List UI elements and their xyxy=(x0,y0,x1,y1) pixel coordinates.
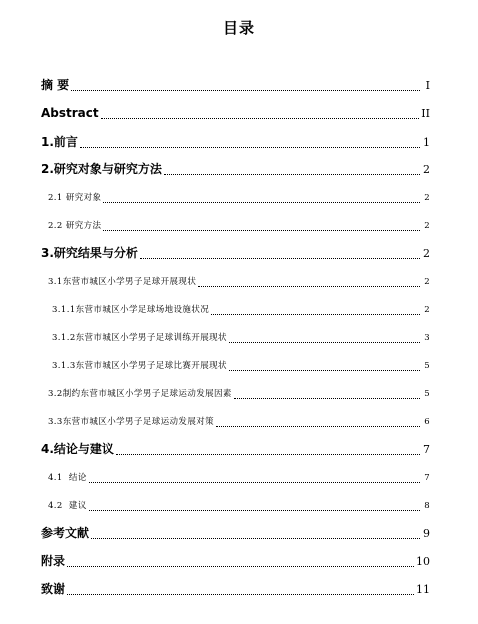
dot-leader xyxy=(89,510,420,511)
dot-leader xyxy=(67,566,414,567)
toc-page-number: 10 xyxy=(416,555,430,568)
toc-entry-abstract-en[interactable] xyxy=(41,105,430,122)
toc-label: 摘 要 xyxy=(41,78,70,92)
dot-leader xyxy=(229,342,420,343)
toc-label: 3.1东营市城区小学男子足球开展现状 xyxy=(48,277,197,287)
toc-entry-section-3[interactable] xyxy=(41,245,430,262)
toc-label: 3.研究结果与分析 xyxy=(41,246,138,260)
dot-leader xyxy=(103,230,420,231)
toc-label: 3.1.3东营市城区小学男子足球比赛开展现状 xyxy=(52,361,227,371)
toc-page-number: 2 xyxy=(424,193,430,203)
toc-entry-section-3-1[interactable] xyxy=(48,274,430,290)
toc-page-number: 3 xyxy=(424,333,430,343)
toc-label: 2.1 研究对象 xyxy=(48,193,102,203)
toc-page-number: 2 xyxy=(424,305,430,315)
toc-entry-section-2-2[interactable] xyxy=(48,218,430,234)
toc-entry-section-3-2[interactable] xyxy=(48,386,430,402)
toc-entry-section-4-1[interactable] xyxy=(48,470,430,486)
toc-entry-section-3-1-1[interactable] xyxy=(52,302,430,318)
dot-leader xyxy=(140,258,420,259)
dot-leader xyxy=(89,482,420,483)
toc-entry-section-4-2[interactable] xyxy=(48,498,430,514)
toc-label: 3.3东营市城区小学男子足球运动发展对策 xyxy=(48,417,215,427)
toc-label: Abstract xyxy=(41,106,99,120)
toc-label: 2.2 研究方法 xyxy=(48,221,102,231)
toc-entry-section-2-1[interactable] xyxy=(48,190,430,206)
toc-label: 3.1.2东营市城区小学男子足球训练开展现状 xyxy=(52,333,227,343)
toc-label: 4.2 建议 xyxy=(48,501,87,511)
toc-page-number: 2 xyxy=(423,247,430,260)
toc-entry-section-3-3[interactable] xyxy=(48,414,430,430)
toc-label: 参考文献 xyxy=(41,526,90,540)
toc-page-number: 1 xyxy=(423,136,430,149)
toc-entry-appendix[interactable] xyxy=(41,553,430,570)
toc-label: 附录 xyxy=(41,554,66,568)
toc-page-number: 9 xyxy=(423,527,430,540)
dot-leader xyxy=(198,286,420,287)
dot-leader xyxy=(164,174,420,175)
toc-entry-section-3-1-3[interactable] xyxy=(52,358,430,374)
toc-label: 4.1 结论 xyxy=(48,473,87,483)
toc-page-number: 6 xyxy=(424,417,430,427)
dot-leader xyxy=(80,147,420,148)
toc-entry-section-3-1-2[interactable] xyxy=(52,330,430,346)
toc-entry-abstract-cn[interactable] xyxy=(41,77,430,94)
toc-page-number: I xyxy=(425,79,430,92)
dot-leader xyxy=(101,118,420,119)
dot-leader xyxy=(211,314,420,315)
toc-page-number: 5 xyxy=(424,361,430,371)
toc-label: 2.研究对象与研究方法 xyxy=(41,162,162,176)
toc-entry-references[interactable] xyxy=(41,525,430,542)
toc-page-number: II xyxy=(421,107,430,120)
toc-page-number: 2 xyxy=(424,277,430,287)
toc-page-number: 5 xyxy=(424,389,430,399)
toc-entry-section-2[interactable] xyxy=(41,161,430,178)
dot-leader xyxy=(116,454,420,455)
dot-leader xyxy=(71,90,420,91)
dot-leader xyxy=(229,370,420,371)
dot-leader xyxy=(91,538,420,539)
dot-leader xyxy=(234,398,420,399)
toc-entry-acknowledgements[interactable] xyxy=(41,581,430,598)
dot-leader xyxy=(103,202,420,203)
toc-label: 4.结论与建议 xyxy=(41,442,114,456)
toc-page-number: 2 xyxy=(423,163,430,176)
toc-entry-section-1[interactable] xyxy=(41,134,430,151)
toc-label: 3.2制约东营市城区小学男子足球运动发展因素 xyxy=(48,389,232,399)
toc-label: 1.前言 xyxy=(41,135,78,149)
toc-page-number: 2 xyxy=(424,221,430,231)
toc-entry-section-4[interactable] xyxy=(41,441,430,458)
dot-leader xyxy=(216,426,420,427)
toc-page-number: 7 xyxy=(423,443,430,456)
page-title: 目录 xyxy=(222,19,255,37)
toc-page-number: 8 xyxy=(424,501,430,511)
toc-page-number: 11 xyxy=(416,583,430,596)
toc-label: 致谢 xyxy=(41,582,66,596)
dot-leader xyxy=(67,594,414,595)
toc-page-number: 7 xyxy=(424,473,430,483)
toc-label: 3.1.1东营市城区小学足球场地设施状况 xyxy=(52,305,210,315)
